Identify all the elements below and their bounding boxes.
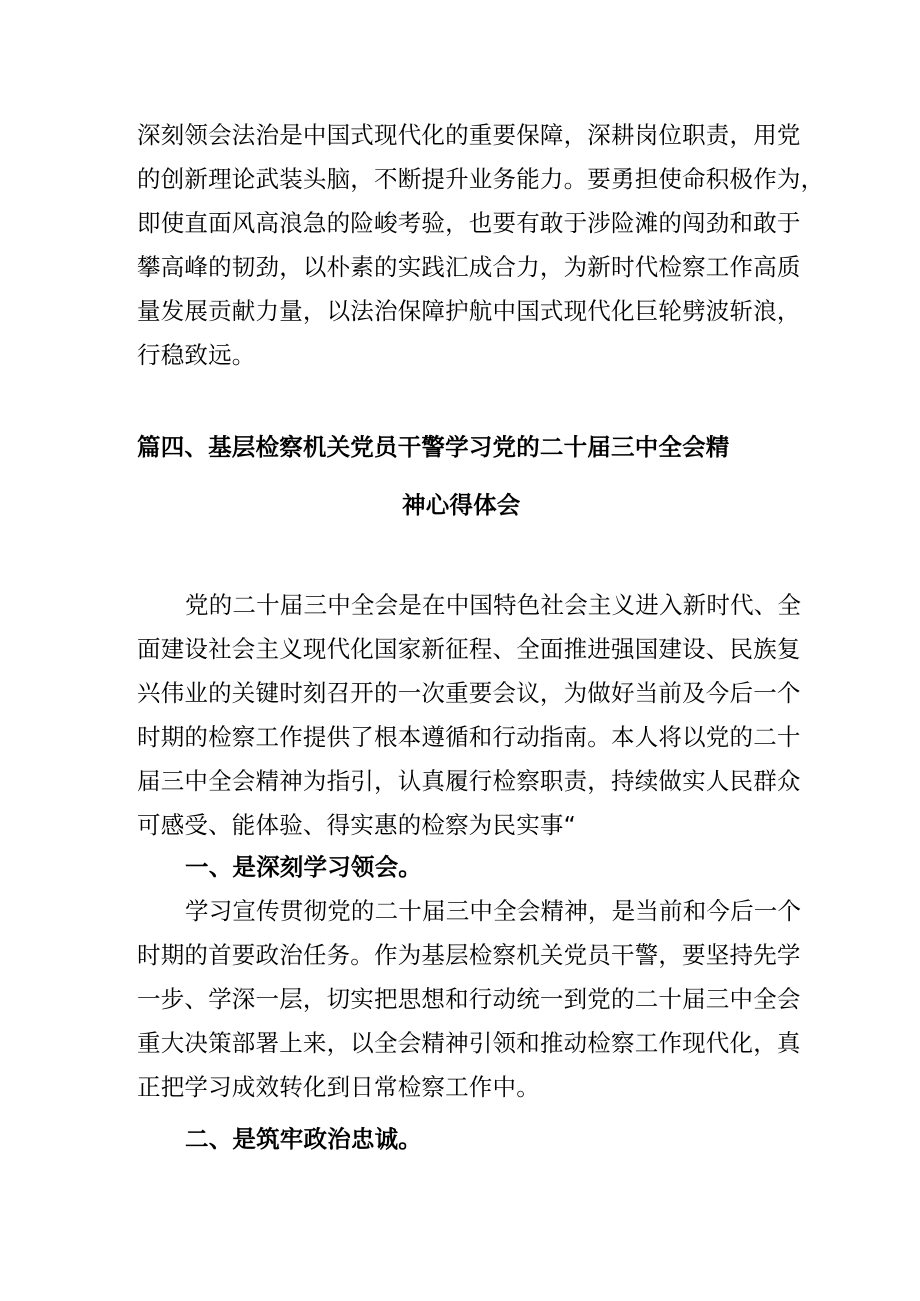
text-line: 正把学习成效转化到日常检察工作中。 [137, 1073, 540, 1101]
text-line: 时期的首要政治任务。作为基层检察机关党员干警，要坚持先学 [137, 941, 801, 969]
text-line: 面建设社会主义现代化国家新征程、全面推进强国建设、民族复 [137, 635, 801, 663]
text-line: 届三中全会精神为指引，认真履行检察职责，持续做实人民群众 [137, 767, 801, 795]
section-title-continued: 神心得体会 [402, 491, 521, 519]
text-line: 一步、学深一层，切实把思想和行动统一到党的二十届三中全会 [137, 985, 801, 1013]
subheading: 一、是深刻学习领会。 [185, 853, 422, 881]
text-line: 重大决策部署上来，以全会精神引领和推动检察工作现代化，真 [137, 1029, 801, 1057]
text-line: 即使直面风高浪急的险峻考验，也要有敢于涉险滩的闯劲和敢于 [137, 209, 801, 237]
text-line: 可感受、能体验、得实惠的检察为民实事“ [137, 811, 576, 839]
text-line: 时期的检察工作提供了根本遵循和行动指南。本人将以党的二十 [137, 723, 801, 751]
text-line: 学习宣传贯彻党的二十届三中全会精神，是当前和今后一个 [185, 897, 802, 925]
text-line: 深刻领会法治是中国式现代化的重要保障，深耕岗位职责，用党 [137, 121, 801, 149]
text-line: 行稳致远。 [137, 341, 256, 369]
text-line: 党的二十届三中全会是在中国特色社会主义进入新时代、全 [185, 591, 802, 619]
subheading: 二、是筑牢政治忠诚。 [185, 1125, 422, 1153]
section-title: 篇四、基层检察机关党员干警学习党的二十届三中全会精 [137, 433, 730, 461]
text-line: 的创新理论武装头脑，不断提升业务能力。要勇担使命积极作为， [137, 165, 825, 193]
text-line: 攀高峰的韧劲，以朴素的实践汇成合力，为新时代检察工作高质 [137, 253, 801, 281]
text-line: 量发展贡献力量，以法治保障护航中国式现代化巨轮劈波斩浪， [137, 297, 801, 325]
text-line: 兴伟业的关键时刻召开的一次重要会议，为做好当前及今后一个 [137, 679, 801, 707]
